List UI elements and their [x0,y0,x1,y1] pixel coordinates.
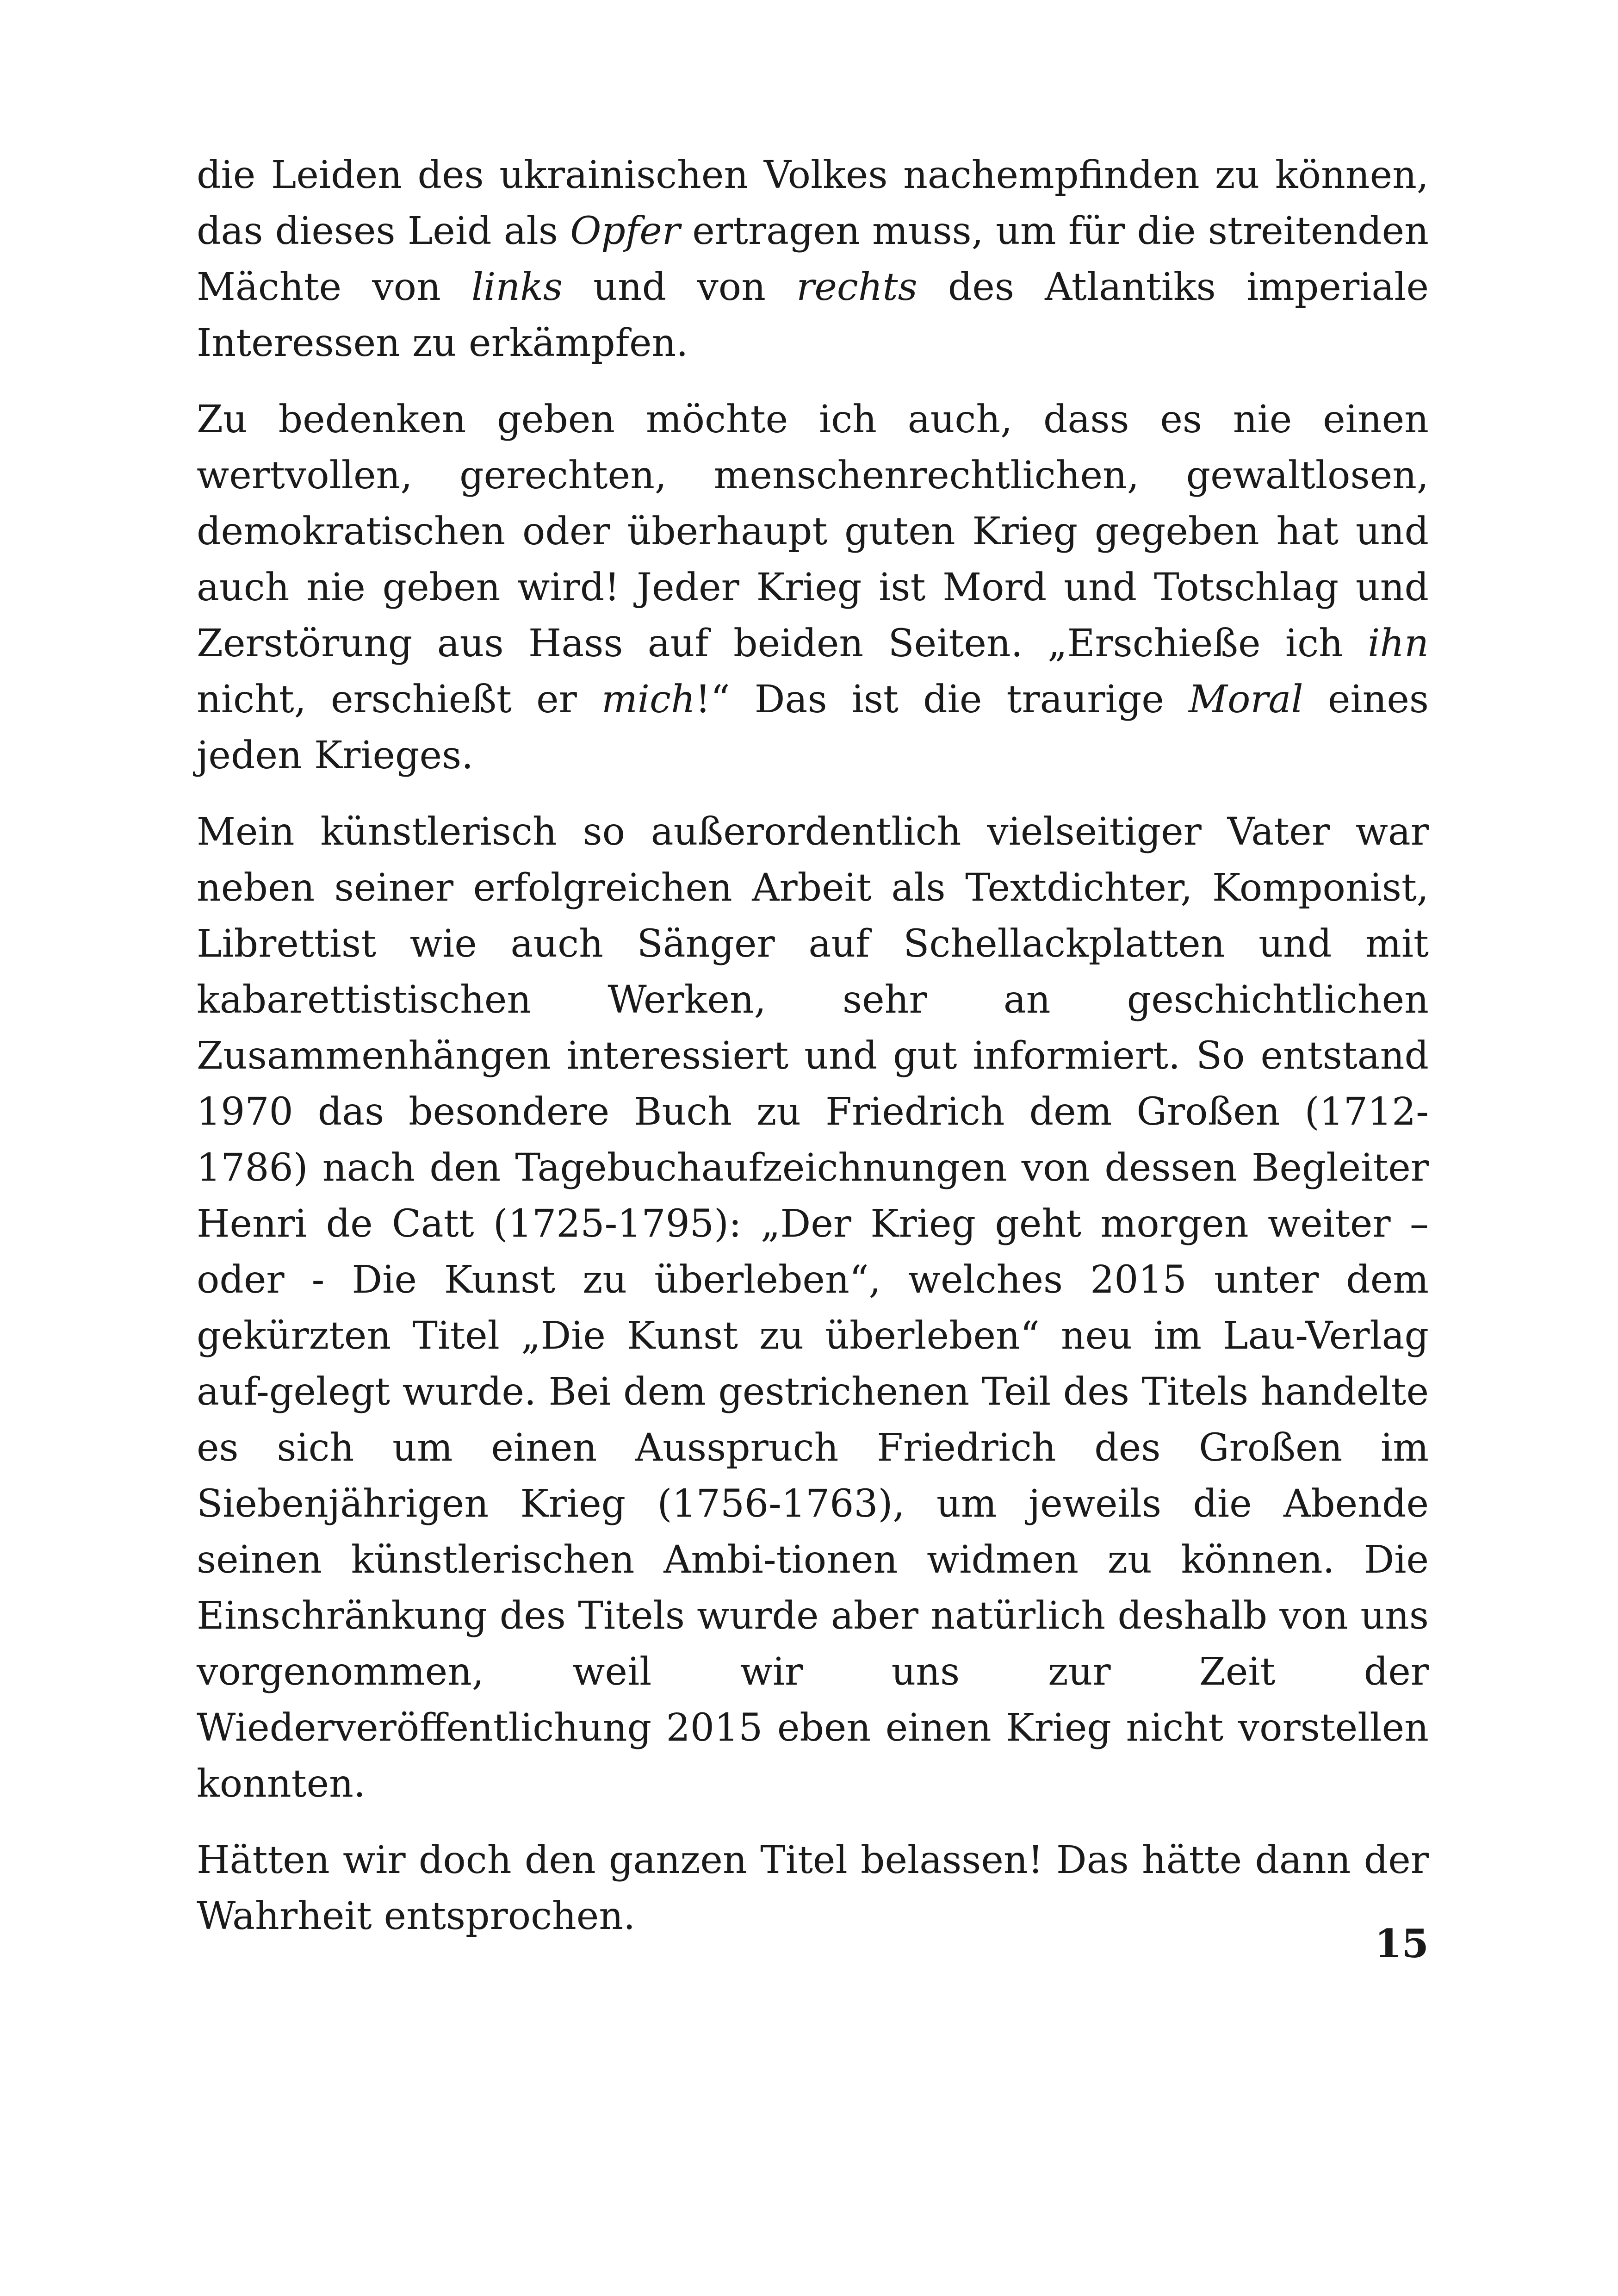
paragraph-1: die Leiden des ukrainischen Volkes nachempfinden zu können, das dieses Leid als Opfer ertragen muss, um für die streitenden Mächte von links und von rechts des Atlantiks imperiale Interessen zu erkämpfen. [197,153,1429,365]
paragraph-3: Mein künstlerisch so außerordentlich vielseitiger Vater war neben seiner erfolgreichen Arbeit als Textdichter, Komponist, Librettist wie auch Sänger auf Schellackplatten und mit kabarettistischen Werken, sehr an geschichtlichen Zusammenhängen interessiert und gut informiert. So entstand 1970 das besondere Buch zu Friedrich dem Großen (1712-1786) nach den Tagebuchaufzeichnungen von dessen Begleiter Henri de Catt (1725-1795): „Der Krieg geht morgen weiter – oder - Die Kunst zu überleben“, welches 2015 unter dem gekürzten Titel „Die Kunst zu überleben“ neu im Lau-Verlag auf-gelegt wurde. Bei dem gestrichenen Teil des Titels handelte es sich um einen Ausspruch Friedrich des Großen im Siebenjährigen Krieg (1756-1763), um jeweils die Abende seinen künstlerischen Ambi-tionen widmen zu können. Die Einschränkung des Titels wurde aber natürlich deshalb von uns vorgenommen, weil wir uns zur Zeit der Wiederveröffentlichung 2015 eben einen Krieg nicht vorstellen konnten. [197,810,1429,1806]
italic-word: mich [601,678,695,722]
page-number: 15 [1375,1921,1429,1966]
paragraph-4: Hätten wir doch den ganzen Titel belassen! Das hätte dann der Wahrheit entsprochen. [197,1838,1429,1938]
body-text [197,147,1429,1965]
italic-word: links [471,265,563,309]
italic-word: rechts [796,265,917,309]
italic-word: Moral [1189,678,1303,722]
italic-word: ihn [1368,622,1429,666]
paragraph-2: Zu bedenken geben möchte ich auch, dass es nie einen wertvollen, gerechten, menschenrechtlichen, gewaltlosen, demokratischen oder überhaupt guten Krieg gegeben hat und auch nie geben wird! Jeder Krieg ist Mord und Totschlag und Zerstörung aus Hass auf beiden Seiten. „Erschieße ich ihn nicht, erschießt er mich!“ Das ist die traurige Moral eines jeden Krieges. [197,398,1429,778]
italic-word: Opfer [570,209,680,253]
